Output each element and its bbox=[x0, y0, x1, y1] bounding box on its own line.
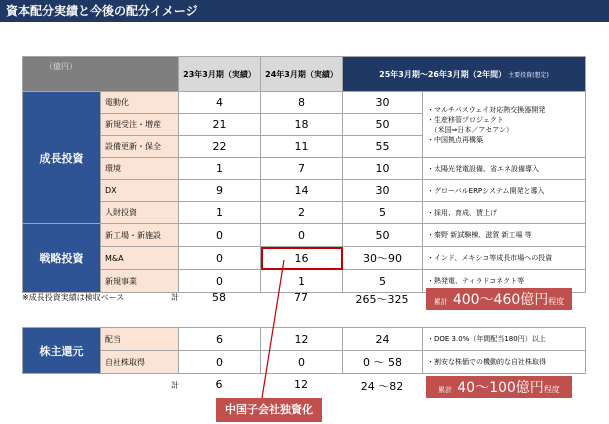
page-title: 資本配分実績と今後の配分イメージ bbox=[0, 0, 609, 22]
callout-box: 中国子会社独資化 bbox=[216, 398, 322, 422]
badge-value: 40～100億円 bbox=[457, 380, 544, 396]
value-future: 0 ～ 58 bbox=[343, 351, 423, 374]
value-fy23: 22 bbox=[179, 136, 261, 158]
value-future: 30～90 bbox=[343, 247, 423, 270]
value-fy23: 21 bbox=[179, 114, 261, 136]
value-fy24: 11 bbox=[261, 136, 343, 158]
value-future: 50 bbox=[343, 114, 423, 136]
badge-label: 累計 bbox=[438, 386, 453, 394]
badge-tail: 程度 bbox=[543, 385, 560, 394]
note-line: ・中国拠点再構築 bbox=[427, 135, 483, 144]
value-fy24: 2 bbox=[261, 202, 343, 224]
note-dividend: ・DOE 3.0%（年間配当180円）以上 bbox=[423, 328, 586, 351]
item-label: 人財投資 bbox=[101, 202, 179, 224]
note-line: （米国⇒日本／アセアン） bbox=[427, 125, 514, 134]
item-label: 配当 bbox=[101, 328, 179, 351]
note-dx: ・グローバルERPシステム開発と導入 bbox=[423, 180, 586, 202]
item-label: 新規受注・増産 bbox=[101, 114, 179, 136]
subtotal-future: 24 ～82 bbox=[360, 380, 404, 393]
item-label: 電動化 bbox=[101, 92, 179, 114]
subtotal-fy24: 77 bbox=[294, 291, 308, 304]
note-line: ・マルチパスウェイ対応熱交換器開発 bbox=[427, 105, 546, 114]
value-future: 55 bbox=[343, 136, 423, 158]
value-future: 24 bbox=[343, 328, 423, 351]
value-fy24: 18 bbox=[261, 114, 343, 136]
footnote: ※成長投資実績は検収ベース bbox=[22, 293, 125, 302]
value-fy24: 7 bbox=[261, 158, 343, 180]
col-header-future-sub: 主要投資(想定) bbox=[508, 71, 549, 79]
value-future: 5 bbox=[343, 270, 423, 293]
col-header-fy23: 23年3月期（実績） bbox=[179, 57, 261, 92]
note-new-business: ・熱発電、ティラドコネクト等 bbox=[423, 270, 586, 293]
value-fy23: 6 bbox=[179, 328, 261, 351]
item-label: 自社株取得 bbox=[101, 351, 179, 374]
col-header-fy24: 24年3月期（実績） bbox=[261, 57, 343, 92]
item-label: 設備更新・保全 bbox=[101, 136, 179, 158]
value-fy23: 0 bbox=[179, 270, 261, 293]
item-label: 新規事業 bbox=[101, 270, 179, 293]
value-fy24: 0 bbox=[261, 224, 343, 247]
subtotal-future: 265～325 bbox=[355, 293, 409, 306]
value-fy24: 0 bbox=[261, 351, 343, 374]
col-header-future-label: 25年3月期～26年3月期（2年間） bbox=[379, 69, 507, 79]
value-future: 50 bbox=[343, 224, 423, 247]
value-fy24: 8 bbox=[261, 92, 343, 114]
value-future: 30 bbox=[343, 92, 423, 114]
note-env: ・太陽光発電設備、省エネ設備導入 bbox=[423, 158, 586, 180]
value-future: 5 bbox=[343, 202, 423, 224]
category-growth: 成長投資 bbox=[23, 92, 101, 224]
badge-value: 400～460億円 bbox=[452, 292, 549, 308]
value-fy23: 1 bbox=[179, 158, 261, 180]
item-label: DX bbox=[101, 180, 179, 202]
note-hr: ・採用、育成、賃上げ bbox=[423, 202, 586, 224]
category-returns: 株主還元 bbox=[23, 328, 101, 374]
note-new-facility: ・秦野 新試験棟、滋賀 新工場 等 bbox=[423, 224, 586, 247]
value-fy23: 1 bbox=[179, 202, 261, 224]
subtotal-label: 計 bbox=[171, 293, 179, 302]
note-line: ・生産移管プロジェクト bbox=[427, 115, 504, 124]
category-strategic: 戦略投資 bbox=[23, 224, 101, 293]
item-label: 環境 bbox=[101, 158, 179, 180]
value-fy23: 0 bbox=[179, 224, 261, 247]
badge-label: 累計 bbox=[433, 298, 448, 306]
value-fy23: 4 bbox=[179, 92, 261, 114]
value-fy23: 9 bbox=[179, 180, 261, 202]
value-fy24: 12 bbox=[261, 328, 343, 351]
value-fy24: 1 bbox=[261, 270, 343, 293]
value-future: 30 bbox=[343, 180, 423, 202]
value-fy23: 0 bbox=[179, 247, 261, 270]
value-fy24-highlighted: 16 bbox=[261, 247, 343, 270]
note-ma: ・インド、メキシコ等成長市場への投資 bbox=[423, 247, 586, 270]
subtotal-label: 計 bbox=[171, 381, 179, 390]
item-label: M&A bbox=[101, 247, 179, 270]
subtotal-fy24: 12 bbox=[294, 378, 308, 391]
note-buyback: ・割安な株価での機動的な自社株取得 bbox=[423, 351, 586, 374]
badge-tail: 程度 bbox=[548, 297, 565, 306]
value-fy23: 0 bbox=[179, 351, 261, 374]
value-future: 10 bbox=[343, 158, 423, 180]
subtotal-fy23: 6 bbox=[215, 378, 223, 391]
item-label: 新工場・新施設 bbox=[101, 224, 179, 247]
subtotal-fy23: 58 bbox=[212, 291, 226, 304]
value-fy24: 14 bbox=[261, 180, 343, 202]
unit-label: （億円） bbox=[23, 57, 179, 92]
